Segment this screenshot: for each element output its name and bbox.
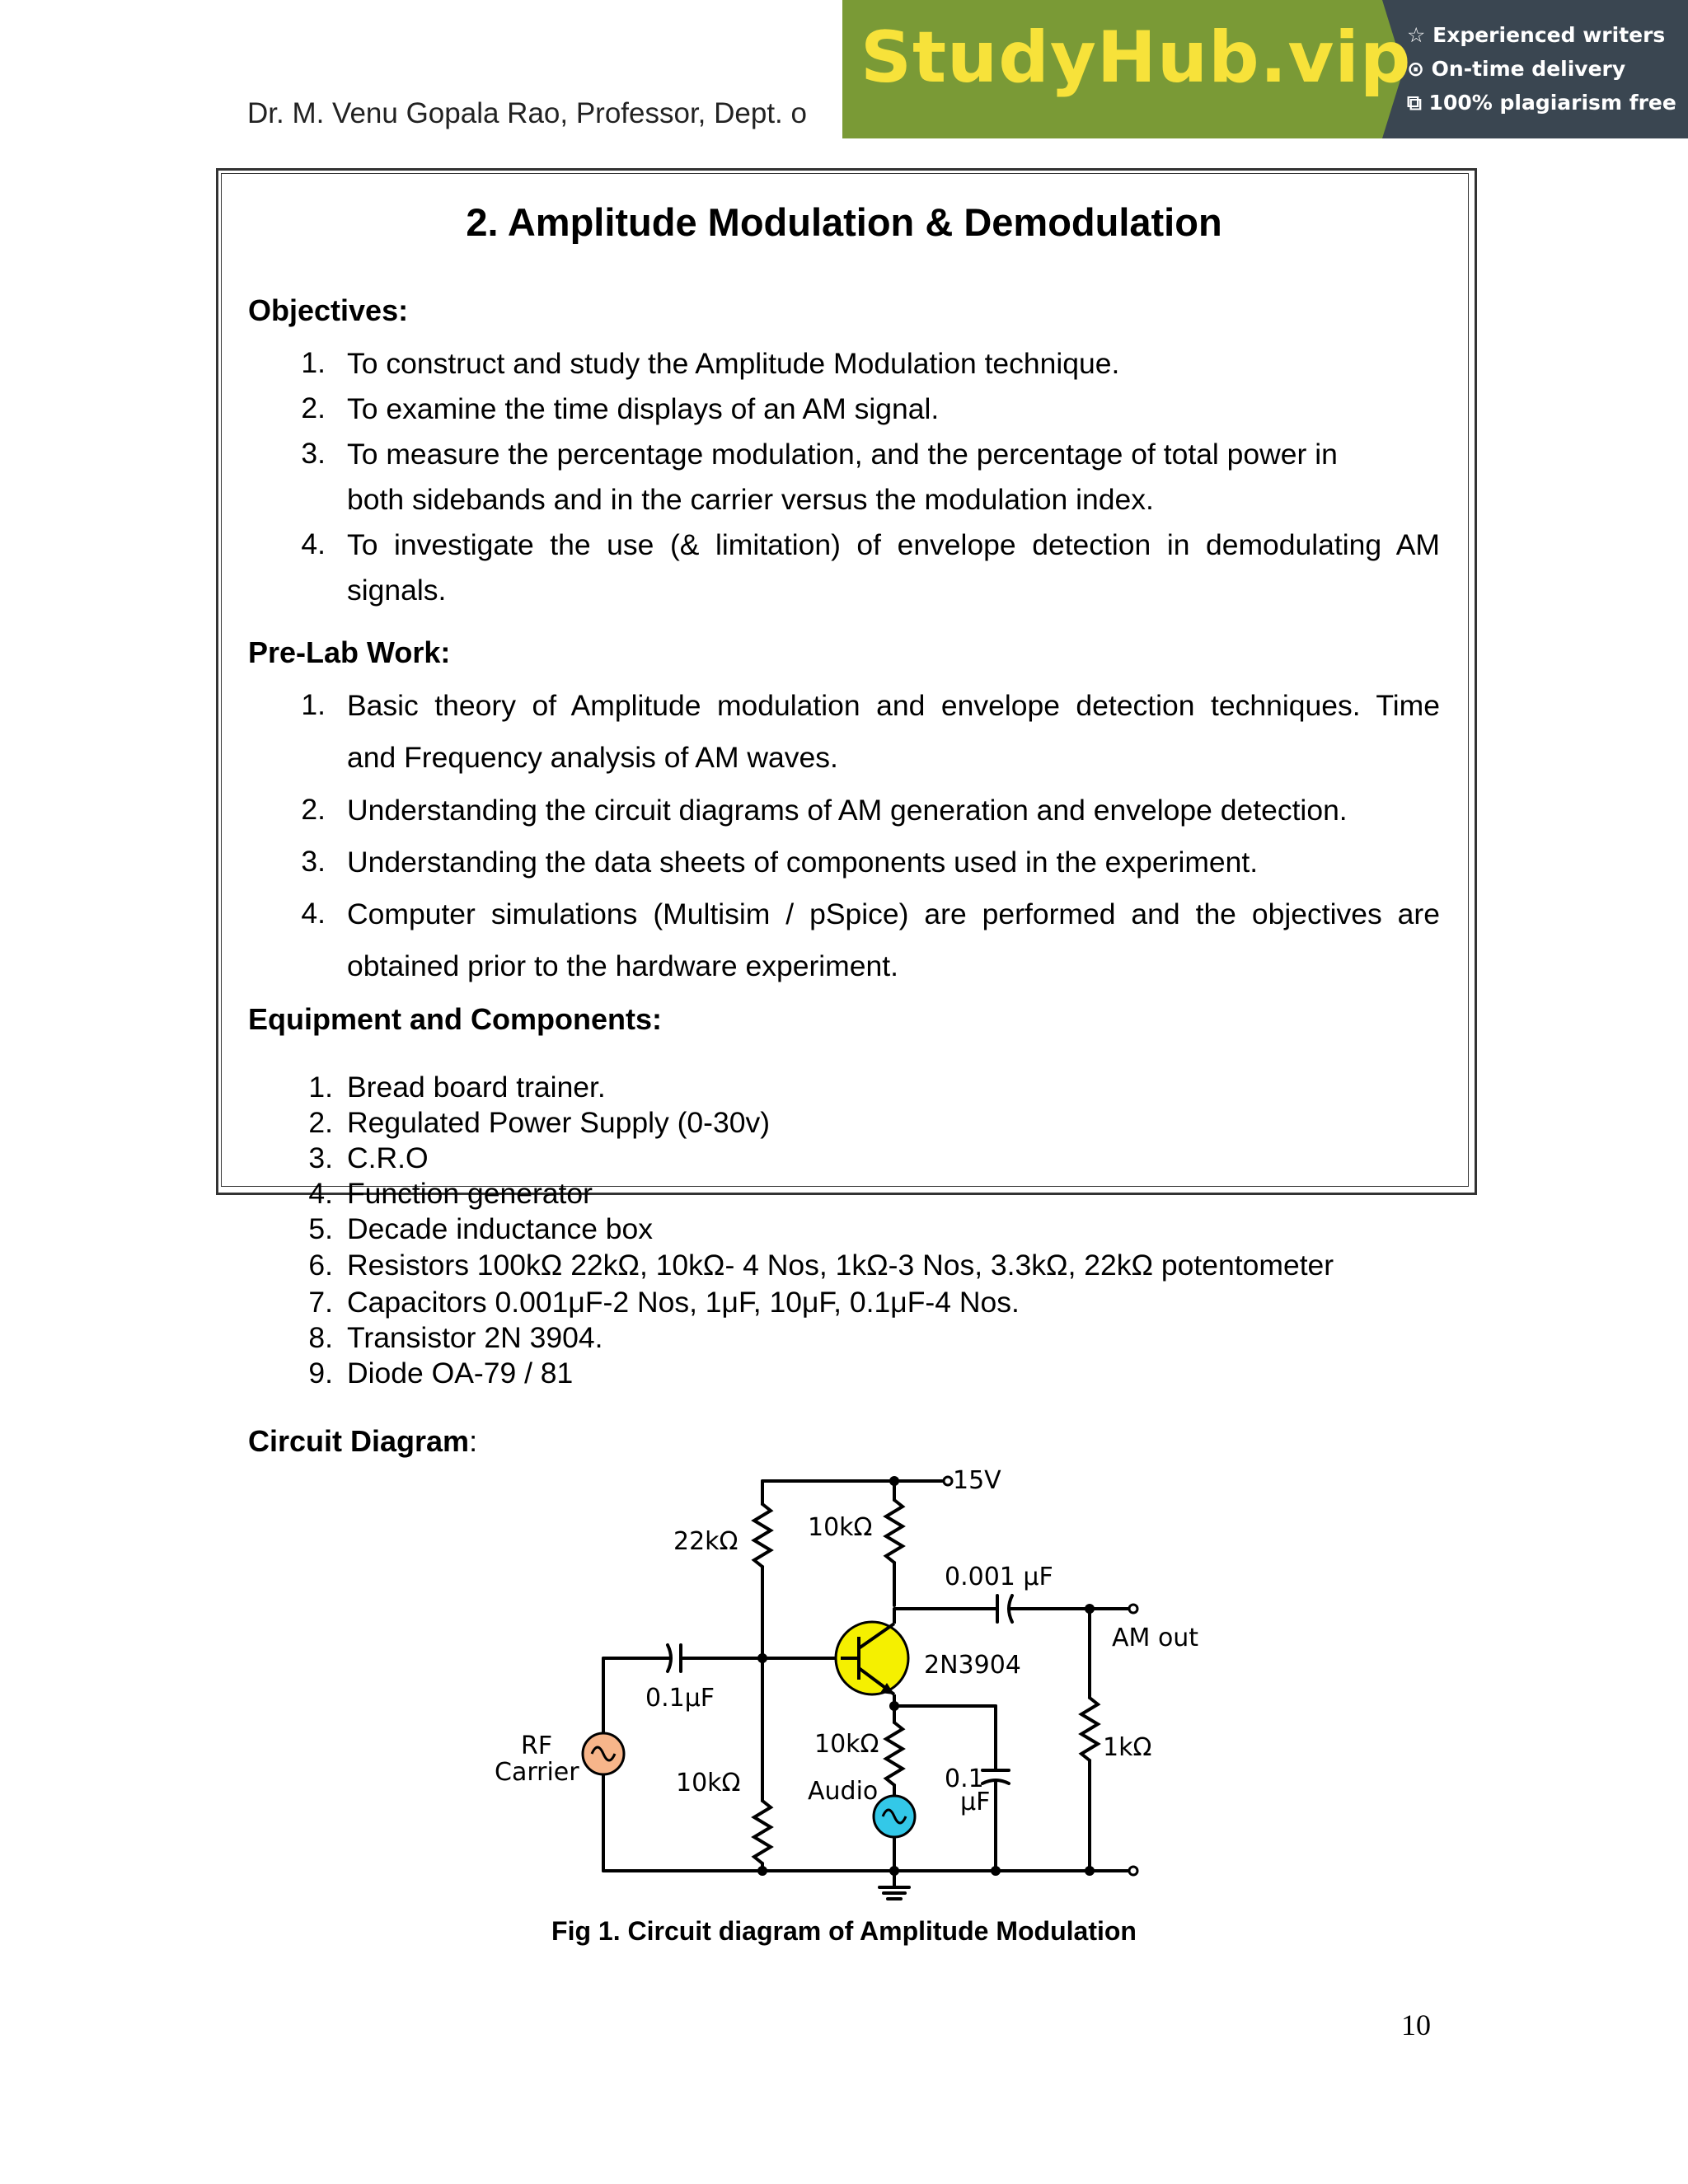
- prelab-item-continued: and Frequency analysis of AM waves.: [347, 741, 838, 774]
- list-number: 8.: [308, 1321, 333, 1354]
- label-audio: Audio: [808, 1777, 879, 1806]
- bias-resistor-top: [754, 1504, 771, 1567]
- load-resistor: [1081, 1698, 1098, 1760]
- prelab-heading: Pre-Lab Work:: [248, 635, 451, 669]
- label-c-bypass-line1: 0.1: [945, 1765, 984, 1793]
- objective-item: To examine the time displays of an AM signal.: [347, 392, 940, 425]
- studyhub-banner[interactable]: [842, 0, 1688, 138]
- prelab-item-continued: obtained prior to the hardware experiment.: [347, 949, 898, 982]
- equipment-item: Transistor 2N 3904.: [347, 1321, 603, 1354]
- emitter-resistor: [886, 1722, 903, 1785]
- list-number: 1.: [308, 1071, 333, 1104]
- equipment-item: Resistors 100kΩ 22kΩ, 10kΩ- 4 Nos, 1kΩ-3 Nos, 3.3kΩ, 22kΩ potentometer: [347, 1249, 1334, 1282]
- label-r-bias-bottom: 10kΩ: [676, 1769, 741, 1797]
- equipment-item: Decade inductance box: [347, 1212, 654, 1245]
- prelab-item: Basic theory of Amplitude modulation and envelope detection techniques. Time: [347, 689, 1440, 722]
- list-number: 3.: [308, 1141, 333, 1174]
- ground-terminal: [1129, 1867, 1137, 1875]
- objective-item-continued: both sidebands and in the carrier versus the modulation index.: [347, 483, 1154, 516]
- label-c-bypass-line2: μF: [960, 1788, 991, 1816]
- list-number: 4.: [301, 897, 326, 930]
- circuit-heading-text: Circuit Diagram: [248, 1424, 470, 1458]
- list-number: 1.: [301, 346, 326, 379]
- label-c-out: 0.001 μF: [945, 1563, 1053, 1591]
- equipment-item: Regulated Power Supply (0-30v): [347, 1106, 771, 1139]
- circuit-heading: [248, 1424, 477, 1459]
- objective-item: To measure the percentage modulation, and the percentage of total power in: [347, 438, 1338, 471]
- equipment-item: Capacitors 0.001μF-2 Nos, 1μF, 10μF, 0.1μF-4 Nos.: [347, 1286, 1020, 1319]
- list-number: 2.: [301, 391, 326, 424]
- bias-resistor-bottom: [754, 1801, 771, 1863]
- am-out-terminal: [1129, 1605, 1137, 1613]
- label-r-load: 1kΩ: [1103, 1733, 1152, 1762]
- list-number: 2.: [301, 793, 326, 826]
- label-am-out: AM out: [1112, 1624, 1199, 1652]
- prelab-item: Understanding the circuit diagrams of AM generation and envelope detection.: [347, 794, 1348, 827]
- transistor-2n3904-icon: [836, 1609, 908, 1706]
- banner-feature-delivery: ⊙ On-time delivery: [1407, 57, 1626, 81]
- list-number: 6.: [308, 1249, 333, 1282]
- list-number: 5.: [308, 1212, 333, 1245]
- label-r-bias-top: 22kΩ: [673, 1527, 738, 1556]
- equipment-item: Bread board trainer.: [347, 1071, 606, 1104]
- objective-item-continued: signals.: [347, 574, 447, 607]
- prelab-item: Understanding the data sheets of components used in the experiment.: [347, 846, 1259, 879]
- banner-logo: StudyHub.vip: [860, 16, 1412, 99]
- page-header: Dr. M. Venu Gopala Rao, Professor, Dept. o: [247, 97, 807, 129]
- banner-feature-plagiarism: ⧉ 100% plagiarism free: [1407, 91, 1676, 115]
- list-number: 2.: [308, 1106, 333, 1139]
- objective-item: To construct and study the Amplitude Modulation technique.: [347, 347, 1120, 380]
- list-number: 9.: [308, 1357, 333, 1390]
- list-number: 3.: [301, 845, 326, 878]
- label-rf-line1: RF: [521, 1732, 553, 1760]
- list-number: 1.: [301, 688, 326, 721]
- banner-feature-writers: ☆ Experienced writers: [1407, 23, 1666, 47]
- objective-item: To investigate the use (& limitation) of envelope detection in demodulating AM: [347, 528, 1440, 561]
- collector-resistor: [886, 1500, 903, 1563]
- equipment-item: Function generator: [347, 1177, 593, 1210]
- list-number: 4.: [301, 527, 326, 560]
- circuit-heading-colon: :: [469, 1424, 478, 1458]
- page-title: 2. Amplitude Modulation & Demodulation: [466, 200, 1222, 244]
- label-r-emitter: 10kΩ: [814, 1730, 879, 1759]
- equipment-item: C.R.O: [347, 1141, 429, 1174]
- equipment-heading: Equipment and Components:: [248, 1002, 662, 1036]
- list-number: 4.: [308, 1177, 333, 1210]
- am-circuit-diagram: [478, 1459, 1220, 1904]
- page-number: 10: [1401, 2008, 1431, 2041]
- list-number: 7.: [308, 1286, 333, 1319]
- label-c-in: 0.1μF: [645, 1684, 715, 1713]
- label-transistor: 2N3904: [924, 1651, 1021, 1680]
- figure-caption: Fig 1. Circuit diagram of Amplitude Modulation: [551, 1916, 1137, 1946]
- audio-source-icon: [874, 1796, 915, 1837]
- vcc-terminal: [944, 1477, 952, 1485]
- prelab-item: Computer simulations (Multisim / pSpice) are performed and the objectives are: [347, 898, 1440, 930]
- list-number: 3.: [301, 437, 326, 470]
- objectives-heading: Objectives:: [248, 293, 409, 327]
- label-vcc: 15V: [953, 1466, 1001, 1495]
- rf-carrier-source-icon: [583, 1733, 624, 1774]
- label-r-collector: 10kΩ: [808, 1513, 873, 1542]
- equipment-item: Diode OA-79 / 81: [347, 1357, 574, 1390]
- label-rf-line2: Carrier: [495, 1758, 579, 1787]
